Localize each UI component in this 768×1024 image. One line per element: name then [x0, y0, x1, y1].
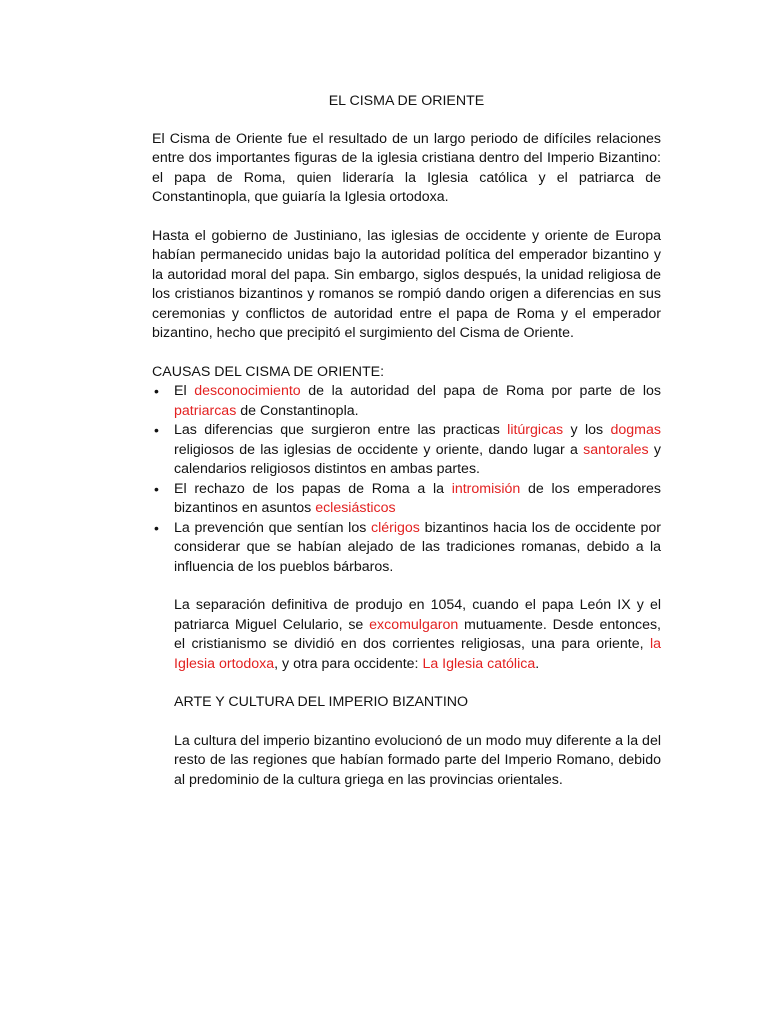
cause-text: Las diferencias que surgieron entre las practicas: [174, 422, 508, 438]
separation-text: mutuamente. Desde entonces, el cristianismo se dividió en dos corrientes religiosas, una para oriente,: [174, 616, 661, 652]
document-title: EL CISMA DE ORIENTE: [328, 93, 485, 109]
link-dogmas[interactable]: dogmas: [610, 422, 661, 438]
cause-text: y calendarios religiosos distintos en ambas partes.: [174, 441, 661, 477]
causes-heading: CAUSAS DEL CISMA DE ORIENTE:: [152, 363, 385, 380]
link-desconocimiento[interactable]: desconocimiento: [194, 383, 301, 399]
intro-paragraph: El Cisma de Oriente fue el resultado de un largo periodo de difíciles relaciones entre dos importantes figuras de la iglesia cristiana dentro del Imperio Bizantino: el papa de Roma, quien lideraría la Iglesia católica y el patriarca de Constantinopla, que guiaría la Iglesia ortodoxa.: [152, 130, 661, 205]
cause-text: de los emperadores bizantinos en asuntos: [174, 480, 661, 516]
cause-text: religiosos de las iglesias de occidente y oriente, dando lugar a: [174, 441, 584, 458]
link-eclesiasticos[interactable]: eclesiásticos: [315, 500, 396, 516]
cause-text: y los: [563, 422, 611, 438]
link-iglesia-catolica[interactable]: La Iglesia católica: [422, 655, 536, 672]
cause-text: de la autoridad del papa de Roma por parte de los: [300, 383, 661, 399]
link-clerigos[interactable]: clérigos: [371, 519, 420, 536]
cause-item: [152, 480, 661, 519]
cause-item: [152, 382, 661, 421]
cause-text: de Constantinopla.: [236, 402, 359, 419]
document-body: [152, 92, 661, 790]
cause-text: La prevención que sentían los: [174, 519, 371, 536]
cause-text: El rechazo de los papas de Roma a la: [174, 480, 452, 497]
art-heading: ARTE Y CULTURA DEL IMPERIO BIZANTINO: [174, 694, 469, 710]
bullet-icon: •: [154, 383, 159, 399]
bullet-icon: •: [154, 519, 159, 536]
link-liturgicas[interactable]: litúrgicas: [507, 422, 564, 438]
cause-text: bizantinos hacia los de occidente por considerar que se habían alejado de las tradiciones romanas, debido a la influencia de los pueblos bárbaros.: [174, 519, 661, 575]
separation-paragraph: [174, 596, 661, 674]
link-santorales[interactable]: santorales: [583, 441, 649, 458]
link-excomulgaron[interactable]: excomulgaron: [369, 616, 459, 633]
cause-text: El: [174, 383, 195, 399]
separation-text: .: [535, 655, 540, 672]
bullet-icon: •: [154, 422, 159, 438]
separation-text: , y otra para occidente:: [274, 655, 423, 672]
art-paragraph: La cultura del imperio bizantino evolucionó de un modo muy diferente a la del resto de las regiones que habían formado parte del Imperio Romano, debido al predominio de la cultura griega en las provincias orientales.: [174, 732, 661, 788]
link-patriarcas[interactable]: patriarcas: [174, 402, 237, 419]
separation-text: La separación definitiva de produjo en 1054, cuando el papa León IX y el patriarca Miguel Celulario, se: [174, 597, 661, 633]
bullet-icon: •: [154, 480, 159, 497]
link-iglesia-ortodoxa[interactable]: la Iglesia ortodoxa: [174, 636, 661, 672]
history-paragraph: Hasta el gobierno de Justiniano, las iglesias de occidente y oriente de Europa habían permanecido unidas bajo la autoridad política del emperador bizantino y la autoridad moral del papa. Sin embargo, siglos después, la unidad religiosa de los cristianos bizantinos y romanos se rompió dando origen a diferencias en sus ceremonias y conflictos de autoridad entre el papa de Roma y el emperador bizantino, hecho que precipitó el surgimiento del Cisma de Oriente.: [152, 227, 661, 341]
link-intromision[interactable]: intromisión: [451, 480, 521, 497]
cause-item: [152, 421, 661, 480]
cause-item: [152, 519, 661, 578]
causes-list: [152, 382, 661, 577]
